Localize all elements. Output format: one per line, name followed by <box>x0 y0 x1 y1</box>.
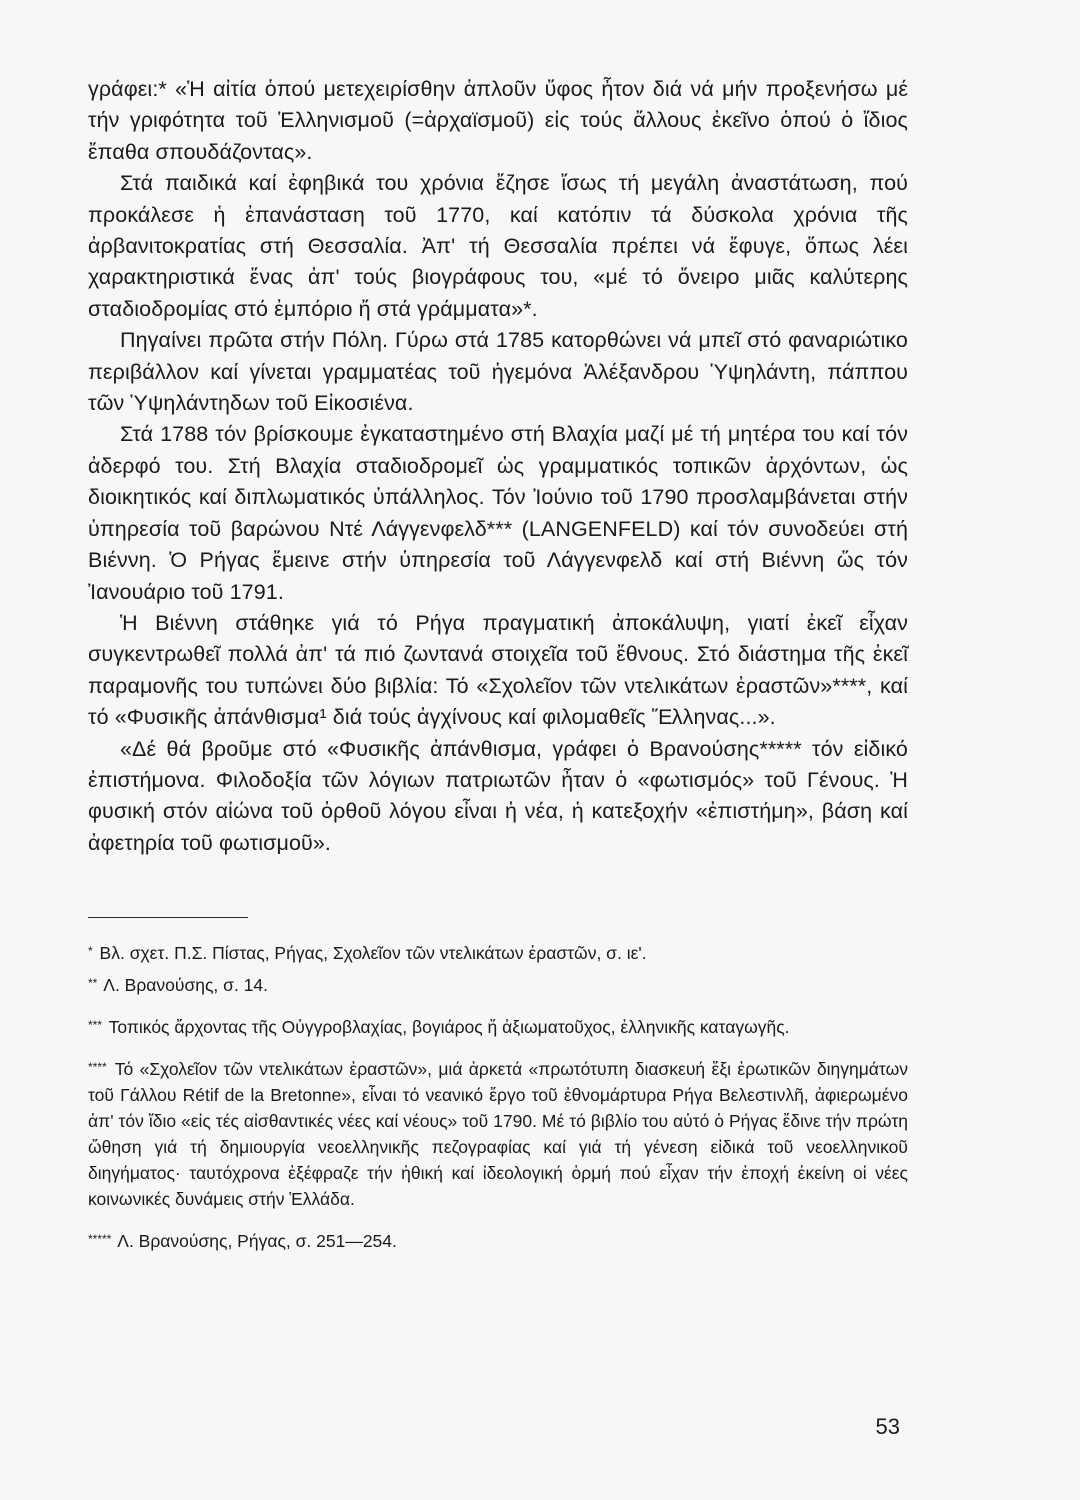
page-number: 53 <box>875 1414 900 1439</box>
footnotes <box>88 940 908 1254</box>
body-paragraph-6: «Δέ θά βροῦμε στό «Φυσικῆς ἀπάνθισμα, γράφει ὁ Βρανούσης***** τόν εἰδικό ἐπιστήμονα. Φιλοδοξία τῶν λόγιων πατριωτῶν ἦταν ὁ «φωτισμός» τοῦ Γένους. Ἡ φυσική στόν αἰώνα τοῦ ὀρθοῦ λόγου εἶναι ἡ νέα, ἡ κατεξοχήν «ἐπιστήμη», βάση καί ἀφετηρία τοῦ φωτισμοῦ». <box>88 736 908 855</box>
footnote-mark: * <box>88 944 93 959</box>
footnote-text: Τοπικός ἄρχοντας τῆς Οὐγγροβλαχίας, βογιάρος ἤ ἀξιωματοῦχος, ἑλληνικῆς καταγωγῆς. <box>108 1017 790 1038</box>
footnote <box>88 972 908 998</box>
footnote-text: Τό «Σχολεῖον τῶν ντελικάτων ἐραστῶν», μιά ἀρκετά «πρωτότυπη διασκευή ἕξι ἐρωτικῶν διηγημάτων τοῦ Γάλλου Rétif de la Bretonne», εἶναι τό νεανικό ἔργο τοῦ ἐθνομάρτυρα Ρήγα Βελεστινλῆ, ἀφιερωμένο ἀπ' τόν ἴδιο «εἰς τές αἰσθαντικές νέες καί νέους» τοῦ 1790. Μέ τό βιβλίο του αὐτό ὁ Ρήγας ἔδινε τήν πρώτη ὤθηση γιά τή δημιουργία νεοελληνικῆς πεζογραφίας καί γιά τή γένεση εἰδικά τοῦ νεοελληνικοῦ διηγήματος· ταυτόχρονα ἐξέφραζε τήν ἠθική καί ἰδεολογική ὁρμή πού εἶχαν τήν ἐποχή ἐκείνη οἱ νέες κοινωνικές δυνάμεις στήν Ἑλλάδα. <box>88 1059 909 1210</box>
footnote-divider <box>88 917 248 918</box>
body-paragraph-1: γράφει:* «Ἡ αἰτία ὁπού μετεχειρίσθην ἁπλοῦν ὕφος ἦτον διά νά μήν προξενήσω μέ τήν γριφότητα τοῦ Ἑλληνισμοῦ (=ἀρχαϊσμοῦ) εἰς τούς ἄλλους ἐκεῖνο ὁπού ὁ ἴδιος ἔπαθα σπουδάζοντας». <box>88 77 908 164</box>
footnote-text: Βλ. σχετ. Π.Σ. Πίστας, Ρήγας, Σχολεῖον τῶν ντελικάτων ἐραστῶν, σ. ιε'. <box>99 943 647 964</box>
footnote-mark: ** <box>88 976 98 991</box>
footnote-mark: *** <box>88 1018 103 1033</box>
footnote <box>88 1228 908 1254</box>
body-paragraph-2: Στά παιδικά καί ἐφηβικά του χρόνια ἔζησε ἴσως τή μεγάλη ἀναστάτωση, πού προκάλεσε ἡ ἐπανάσταση τοῦ 1770, καί κατόπιν τά δύσκολα χρόνια τῆς ἀρβανιτοκρατίας στή Θεσσαλία. Ἀπ' τή Θεσσαλία πρέπει νά ἔφυγε, ὅπως λέει χαρακτηριστικά ἕνας ἀπ' τούς βιογράφους του, «μέ τό ὄνειρο μιᾶς καλύτερης σταδιοδρομίας στό ἐμπόριο ἤ στά γράμματα»*. <box>88 171 908 321</box>
footnote <box>88 1014 908 1040</box>
text-column <box>88 74 908 1270</box>
body-text <box>88 74 908 859</box>
footnote-mark: ***** <box>88 1232 112 1247</box>
body-paragraph-4: Στά 1788 τόν βρίσκουμε ἐγκαταστημένο στή Βλαχία μαζί μέ τή μητέρα του καί τόν ἀδερφό του. Στή Βλαχία σταδιοδρομεῖ ὡς γραμματικός τοπικῶν ἀρχόντων, ὡς διοικητικός καί διπλωματικός ὑπάλληλος. Τόν Ἰούνιο τοῦ 1790 προσλαμβάνεται στήν ὑπηρεσία τοῦ βαρώνου Ντέ Λάγγενφελδ*** (LANGENFELD) καί τόν συνοδεύει στή Βιέννη. Ὁ Ρήγας ἔμεινε στήν ὑπηρεσία τοῦ Λάγγενφελδ καί στή Βιέννη ὥς τόν Ἰανουάριο τοῦ 1791. <box>88 422 908 604</box>
body-paragraph-3: Πηγαίνει πρῶτα στήν Πόλη. Γύρω στά 1785 κατορθώνει νά μπεῖ στό φαναριώτικο περιβάλλον καί γίνεται γραμματέας τοῦ ἡγεμόνα Ἀλέξανδρου Ὑψηλάντη, πάππου τῶν Ὑψηλάντηδων τοῦ Εἰκοσιένα. <box>88 328 908 416</box>
footnote-mark: **** <box>88 1060 107 1075</box>
footnote-text: Λ. Βρανούσης, Ρήγας, σ. 251—254. <box>117 1231 397 1252</box>
body-paragraph-5: Ἡ Βιέννη στάθηκε γιά τό Ρήγα πραγματική ἀποκάλυψη, γιατί ἐκεῖ εἶχαν συγκεντρωθεῖ πολλά ἀπ' τά πιό ζωντανά στοιχεῖα τοῦ ἔθνους. Στό διάστημα τῆς ἐκεῖ παραμονῆς του τυπώνει δύο βιβλία: Τό «Σχολεῖον τῶν ντελικάτων ἐραστῶν»****, καί τό «Φυσικῆς ἀπάνθισμα¹ διά τούς ἀγχίνους καί φιλομαθεῖς Ἕλληνας...». <box>88 610 908 730</box>
footnote-text: Λ. Βρανούσης, σ. 14. <box>103 975 269 996</box>
footnote <box>88 1056 908 1212</box>
footnote <box>88 940 908 966</box>
